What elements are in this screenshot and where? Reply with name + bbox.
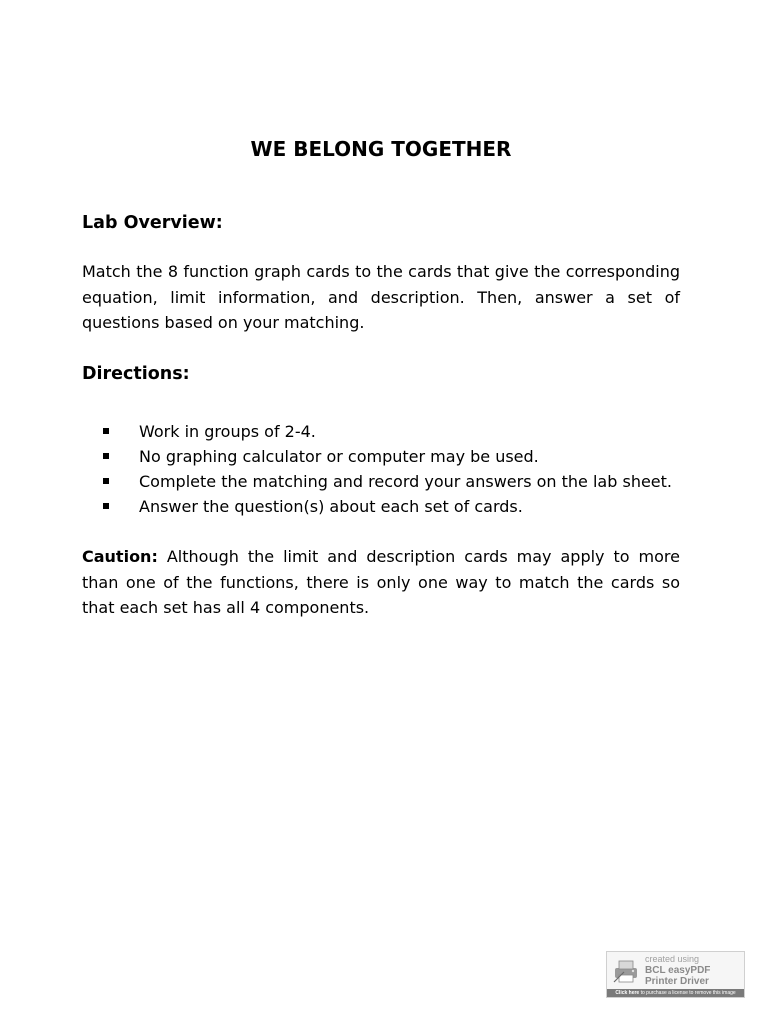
overview-paragraph: Match the 8 function graph cards to the cards that give the corresponding equation, limit information, and description. Then, answer a set of questions based on your matching. [82,262,680,332]
directions-heading: Directions: [82,364,190,384]
square-bullet-icon [103,478,109,484]
directions-list-item [100,469,672,494]
square-bullet-icon [103,503,109,509]
page-title: WE BELONG TOGETHER [250,137,512,161]
printer-icon [612,958,642,984]
directions-item-text: No graphing calculator or computer may be used. [139,447,539,466]
caution-text: Although the limit and description cards may apply to more than one of the functions, there is only one way to match the cards so that each set has all 4 components. [82,547,680,617]
directions-item-text: Complete the matching and record your answers on the lab sheet. [139,472,672,491]
square-bullet-icon [103,428,109,434]
directions-list-item [100,494,672,519]
directions-list [100,419,672,519]
watermark-driver-text: Printer Driver [645,976,709,987]
square-bullet-icon [103,453,109,459]
caution-paragraph [82,544,680,621]
watermark-created-text: created using [645,954,700,964]
watermark-link-rest[interactable]: to purchase a license to remove this image [640,990,736,996]
directions-item-text: Answer the question(s) about each set of cards. [139,497,523,516]
watermark-product-name: BCL easyPDF [645,965,711,976]
directions-item-text: Work in groups of 2-4. [139,422,316,441]
watermark-link-strong[interactable]: Click here [615,990,640,996]
easypdf-watermark[interactable] [606,951,745,998]
directions-list-item [100,444,672,469]
caution-label: Caution: [82,547,158,566]
overview-heading: Lab Overview: [82,213,223,233]
watermark-license-link[interactable] [607,989,744,997]
directions-list-item [100,419,672,444]
